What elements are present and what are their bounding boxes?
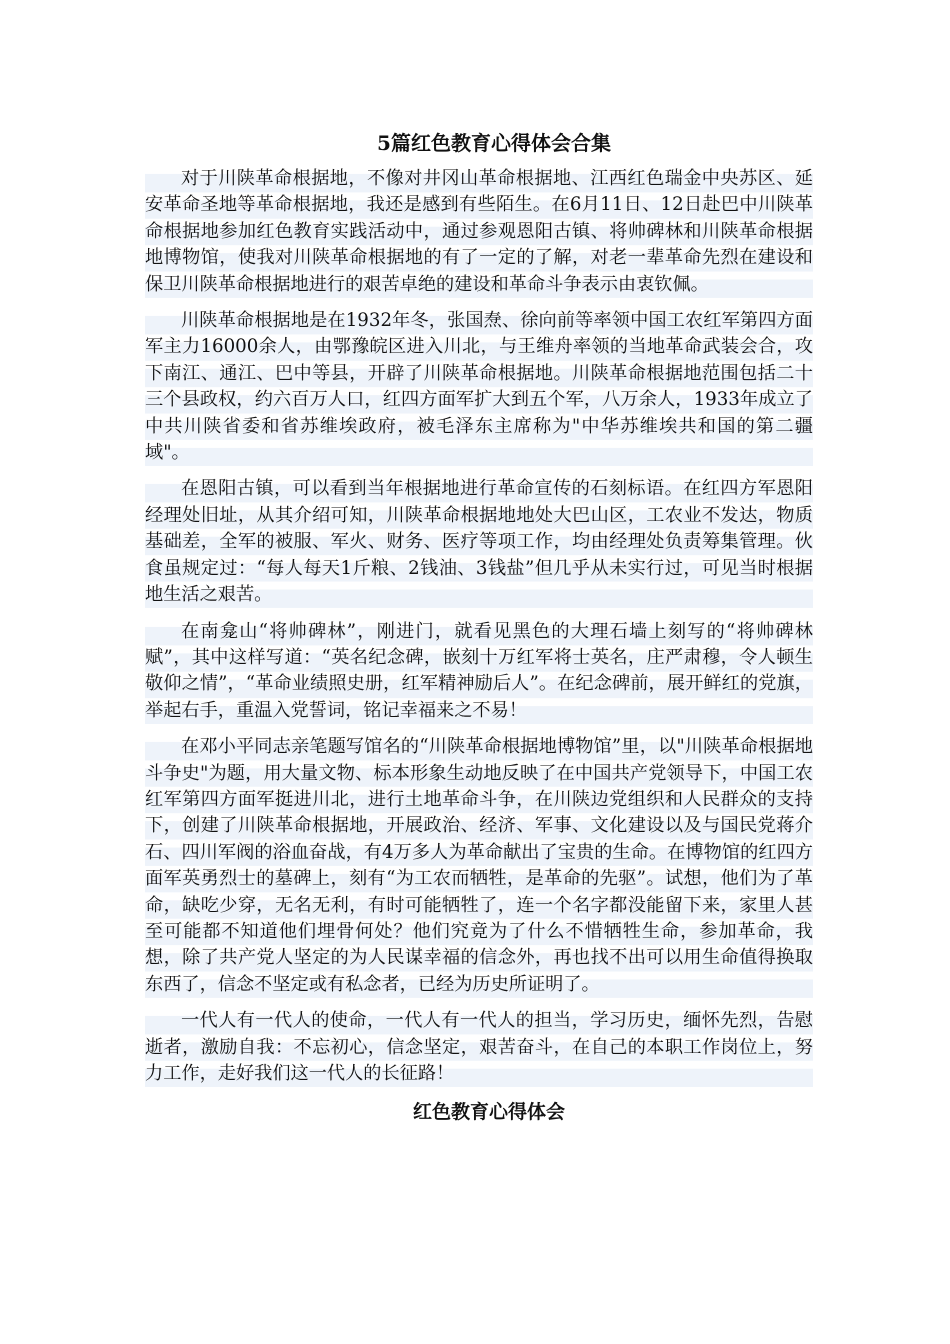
- document-page: [145, 128, 813, 1127]
- paragraph-2: 川陕革命根据地是在1932年冬，张国焘、徐向前等率领中国工农红军第四方面军主力16000余人，由鄂豫皖区进入川北，与王维舟率领的当地革命武装会合，攻下南江、通江、巴中等县，开辟了川陕革命根据地。川陕革命根据地范围包括二十三个县政权，约六百万人口，红四方面军扩大到五个军，八万余人，1933年成立了中共川陕省委和省苏维埃政府，被毛泽东主席称为"中华苏维埃共和国的第二疆域"。: [145, 308, 813, 466]
- paragraph-4: 在南龛山“将帅碑林”，刚进门，就看见黑色的大理石墙上刻写的“将帅碑林赋”，其中这样写道：“英名纪念碑，嵌刻十万红军将士英名，庄严肃穆，令人顿生敬仰之情”，“革命业绩照史册，红军精神励后人”。在纪念碑前，展开鲜红的党旗，举起右手，重温入党誓词，铭记幸福来之不易！: [145, 619, 813, 725]
- document-title: 5篇红色教育心得体会合集: [377, 131, 611, 155]
- paragraph-1: 对于川陕革命根据地，不像对井冈山革命根据地、江西红色瑞金中央苏区、延安革命圣地等革命根据地，我还是感到有些陌生。在6月11日、12日赴巴中川陕革命根据地参加红色教育实践活动中，通过参观恩阳古镇、将帅碑林和川陕革命根据地博物馆，使我对川陕革命根据地的有了一定的了解，对老一辈革命先烈在建设和保卫川陕革命根据地进行的艰苦卓绝的建设和革命斗争表示由衷钦佩。: [145, 166, 813, 298]
- paragraph-3: 在恩阳古镇，可以看到当年根据地进行革命宣传的石刻标语。在红四方军恩阳经理处旧址，从其介绍可知，川陕革命根据地地处大巴山区，工农业不发达，物质基础差，全军的被服、军火、财务、医疗等项工作，均由经理处负责筹集管理。伙食虽规定过：“每人每天1斤粮、2钱油、3钱盐”但几乎从未实行过，可见当时根据地生活之艰苦。: [145, 476, 813, 608]
- paragraph-5: 在邓小平同志亲笔题写馆名的“川陕革命根据地博物馆”里，以"川陕革命根据地斗争史"为题，用大量文物、标本形象生动地反映了在中国共产党领导下，中国工农红军第四方面军挺进川北，进行土地革命斗争，在川陕边党组织和人民群众的支持下，创建了川陕革命根据地，开展政治、经济、军事、文化建设以及与国民党蒋介石、四川军阀的浴血奋战，有4万多人为革命献出了宝贵的生命。在博物馆的红四方面军英勇烈士的墓碑上，刻有“为工农而牺牲，是革命的先驱”。试想，他们为了革命，缺吃少穿，无名无利，有时可能牺牲了，连一个名字都没能留下来，家里人甚至可能都不知道他们埋骨何处？他们究竟为了什么不惜牺牲生命，参加革命，我想，除了共产党人坚定的为人民谋幸福的信念外，再也找不出可以用生命值得换取东西了，信念不坚定或有私念者，已经为历史所证明了。: [145, 734, 813, 998]
- section-title: 红色教育心得体会: [412, 1101, 565, 1124]
- paragraph-6: 一代人有一代人的使命，一代人有一代人的担当，学习历史，缅怀先烈，告慰逝者，激励自我：不忘初心，信念坚定，艰苦奋斗，在自己的本职工作岗位上，努力工作，走好我们这一代人的长征路！: [145, 1008, 813, 1087]
